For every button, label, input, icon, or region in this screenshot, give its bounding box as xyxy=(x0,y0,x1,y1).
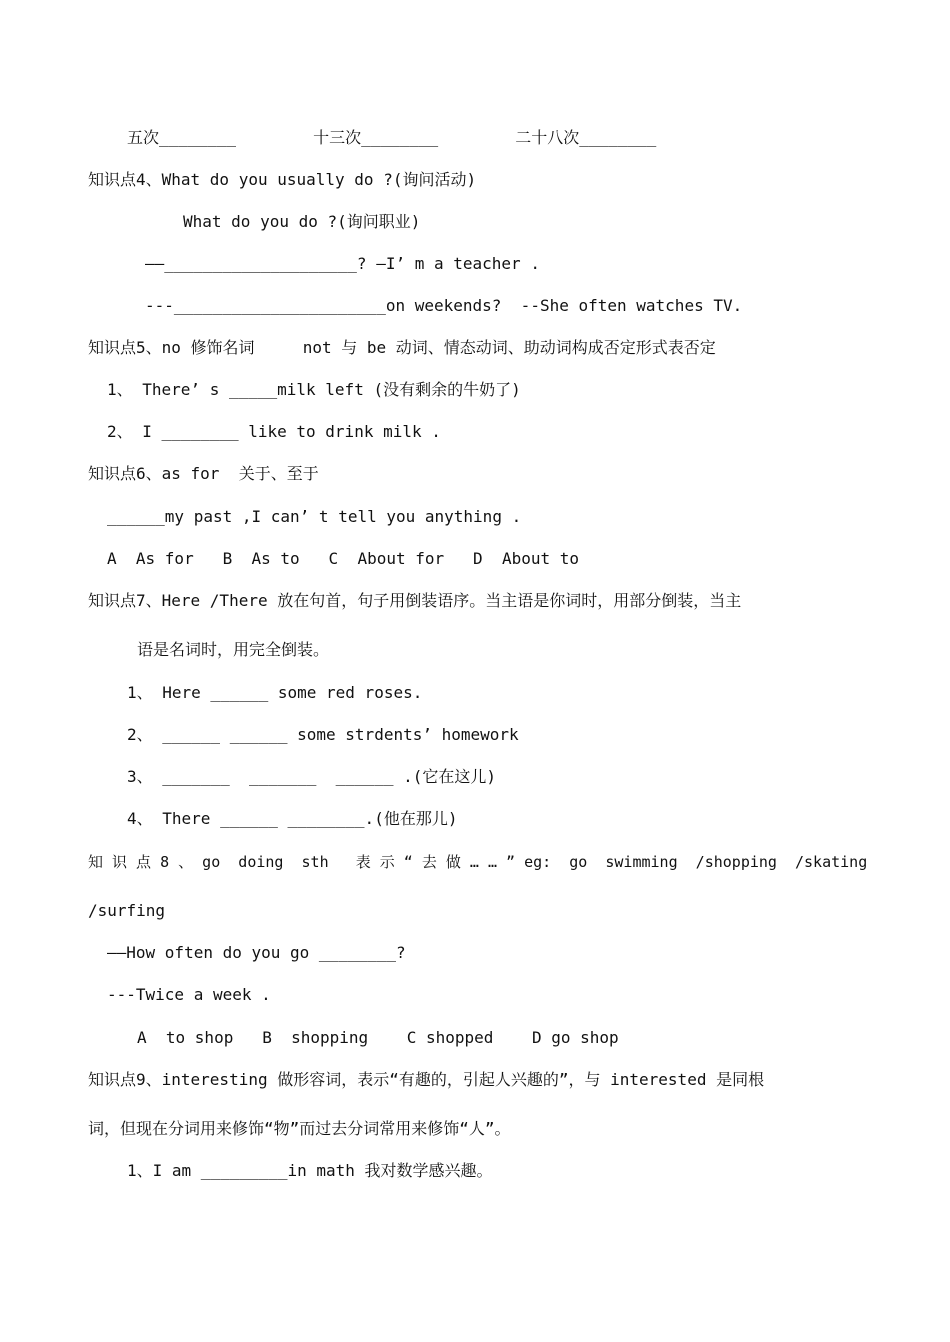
knowledge-point-4-occupation: What do you do ?(询问职业) xyxy=(183,212,421,231)
knowledge-point-8-heading: 知 识 点 8 、 go doing sth 表 示 “ 去 做 … … ” eg: go swimming /shopping /skating xyxy=(88,853,868,871)
knowledge-point-7-item-4: 4、 There ______ ________.(他在那儿) xyxy=(127,809,458,828)
knowledge-point-5-item-1: 1、 There’ s _____milk left (没有剩余的牛奶了) xyxy=(107,380,521,399)
knowledge-point-5-heading: 知识点5、no 修饰名词 not 与 be 动词、情态动词、助动词构成否定形式表否定 xyxy=(88,338,716,357)
knowledge-point-4-dialog-2: ---______________________on weekends? --She often watches TV. xyxy=(145,296,743,315)
knowledge-point-4-dialog-1: ——____________________? —I’ m a teacher . xyxy=(145,254,540,273)
knowledge-point-6-heading: 知识点6、as for 关于、至于 xyxy=(88,464,319,483)
knowledge-point-4-heading: 知识点4、What do you usually do ?(询问活动) xyxy=(88,170,477,189)
knowledge-point-5-item-2: 2、 I ________ like to drink milk . xyxy=(107,422,441,441)
knowledge-point-7-heading: 知识点7、Here /There 放在句首，句子用倒装语序。当主语是你词时，用部分倒装，当主 xyxy=(88,591,742,610)
knowledge-point-7-item-3: 3、 _______ _______ ______ .(它在这儿) xyxy=(127,767,496,786)
knowledge-point-8-question: ——How often do you go ________? xyxy=(107,943,406,962)
knowledge-point-9-heading: 知识点9、interesting 做形容词，表示“有趣的，引起人兴趣的”，与 interested 是同根 xyxy=(88,1070,765,1089)
knowledge-point-9-heading-cont: 词，但现在分词用来修饰“物”而过去分词常用来修饰“人”。 xyxy=(88,1119,511,1138)
knowledge-point-8-options: A to shop B shopping C shopped D go shop xyxy=(137,1028,619,1047)
knowledge-point-6-question: ______my past ,I can’ t tell you anything . xyxy=(107,507,522,526)
knowledge-point-7-item-2: 2、 ______ ______ some strdents’ homework xyxy=(127,725,519,744)
knowledge-point-9-item-1: 1、I am _________in math 我对数学感兴趣。 xyxy=(127,1161,493,1180)
knowledge-point-8-heading-cont: /surfing xyxy=(88,901,166,920)
knowledge-point-7-heading-cont: 语是名词时，用完全倒装。 xyxy=(137,640,330,659)
knowledge-point-7-item-1: 1、 Here ______ some red roses. xyxy=(127,683,423,702)
knowledge-point-6-options: A As for B As to C About for D About to xyxy=(107,549,580,568)
ordinal-times-exercise: 五次________ 十三次________ 二十八次________ xyxy=(127,128,657,147)
knowledge-point-8-answer: ---Twice a week . xyxy=(107,985,271,1004)
